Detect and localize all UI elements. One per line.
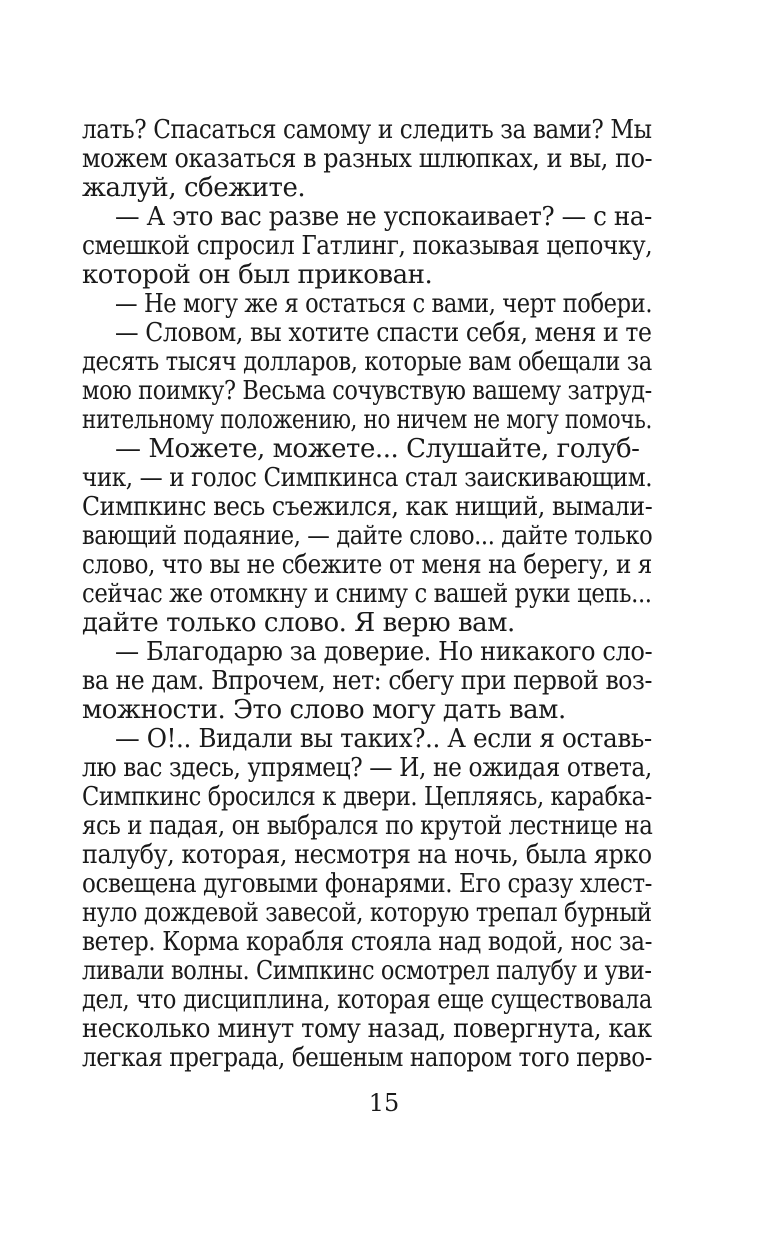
text-line: дайте только слово. Я верю вам. bbox=[82, 608, 515, 638]
text-line: — О!.. Видали вы таких?.. А если я оставь- bbox=[115, 724, 652, 754]
text-line: нительному положению, но ничем не могу помочь. bbox=[82, 405, 652, 435]
text-line: — Не могу же я остаться с вами, черт побери. bbox=[115, 289, 653, 319]
text-line: ветер. Корма корабля стояла над водой, нос за- bbox=[82, 927, 653, 957]
text-line: жалуй, сбежите. bbox=[82, 173, 306, 203]
text-line: можности. Это слово могу дать вам. bbox=[82, 695, 566, 725]
text-line: которой он был прикован. bbox=[82, 260, 433, 290]
text-line: чик, — и голос Симпкинса стал заискивающим. bbox=[82, 463, 653, 493]
text-line: слово, что вы не сбежите от меня на берегу, и я bbox=[82, 550, 652, 580]
text-line: мою поимку? Весьма сочувствую вашему затруд- bbox=[82, 376, 652, 406]
text-line: лать? Спасаться самому и следить за вами? Мы bbox=[82, 115, 652, 145]
text-line: Симпкинс бросился к двери. Цепляясь, карабка- bbox=[82, 782, 652, 812]
text-line: ясь и падая, он выбрался по крутой лестнице на bbox=[82, 811, 653, 841]
text-line: — Словом, вы хотите спасти себя, меня и те bbox=[115, 318, 652, 348]
text-line: — А это вас разве не успокаивает? — с на- bbox=[115, 202, 652, 232]
text-line: вающий подаяние, — дайте слово... дайте только bbox=[82, 521, 653, 551]
text-line: можем оказаться в разных шлюпках, и вы, по- bbox=[82, 144, 653, 174]
text-line: несколько минут тому назад, повергнута, как bbox=[82, 1014, 652, 1044]
text-line: сейчас же отомкну и сниму с вашей руки цепь... bbox=[82, 579, 652, 609]
text-line: ливали волны. Симпкинс осмотрел палубу и уви- bbox=[82, 956, 652, 986]
text-line: ва не дам. Впрочем, нет: сбегу при первой воз- bbox=[82, 666, 653, 696]
text-line: — Можете, можете... Слушайте, голуб- bbox=[115, 434, 640, 464]
text-line: Симпкинс весь съежился, как нищий, вымали- bbox=[82, 492, 653, 522]
text-line: палубу, которая, несмотря на ночь, была ярко bbox=[82, 840, 652, 870]
text-line: лю вас здесь, упрямец? — И, не ожидая ответа, bbox=[82, 753, 652, 783]
text-line: — Благодарю за доверие. Но никакого сло- bbox=[115, 637, 653, 667]
page-number: 15 bbox=[368, 1089, 400, 1117]
text-line: дел, что дисциплина, которая еще существовала bbox=[82, 985, 652, 1015]
text-line: десять тысяч долларов, которые вам обещали за bbox=[82, 347, 652, 377]
text-line: смешкой спросил Гатлинг, показывая цепочку, bbox=[82, 231, 653, 261]
text-line: нуло дождевой завесой, которую трепал бурный bbox=[82, 898, 652, 928]
text-line: освещена дуговыми фонарями. Его сразу хлест- bbox=[82, 869, 653, 899]
text-line: легкая преграда, бешеным напором того перво- bbox=[82, 1043, 653, 1073]
